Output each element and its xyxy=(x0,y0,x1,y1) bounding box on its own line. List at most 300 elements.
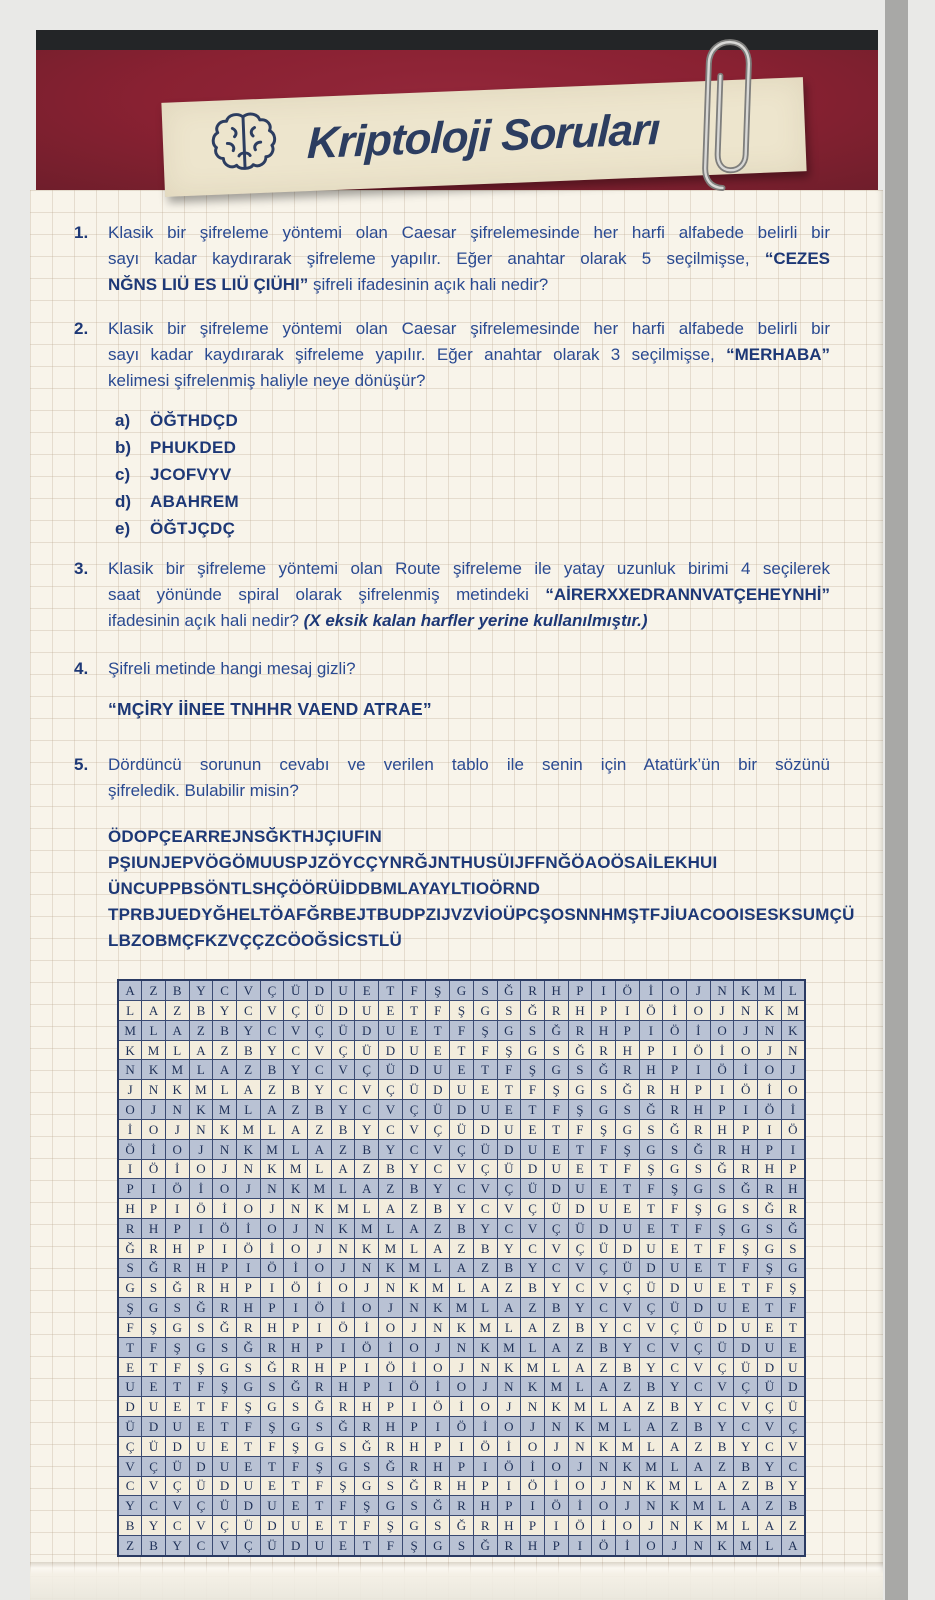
table-cell: L xyxy=(568,1377,592,1397)
table-cell: O xyxy=(544,1456,568,1476)
question-number: 1. xyxy=(74,223,89,242)
table-cell: A xyxy=(473,1278,497,1298)
table-cell: M xyxy=(213,1100,237,1120)
table-cell: K xyxy=(308,1199,332,1219)
table-cell: Ö xyxy=(758,1100,782,1120)
table-cell: J xyxy=(592,1476,616,1496)
brain-icon xyxy=(206,106,283,188)
table-cell: D xyxy=(142,1417,166,1437)
table-cell: S xyxy=(142,1278,166,1298)
table-cell: I xyxy=(213,1238,237,1258)
table-cell: S xyxy=(592,1080,616,1100)
question-line xyxy=(108,778,830,804)
table-cell: Ü xyxy=(687,1318,711,1338)
table-cell: N xyxy=(426,1318,450,1338)
table-cell: T xyxy=(544,1119,568,1139)
table-cell: Ü xyxy=(189,1476,213,1496)
table-cell: E xyxy=(165,1397,189,1417)
table-cell: O xyxy=(308,1258,332,1278)
table-cell: G xyxy=(592,1100,616,1120)
table-cell: B xyxy=(284,1080,308,1100)
table-cell: D xyxy=(450,1100,474,1120)
text-segment: sayı kadar kaydırarak şifreleme yapılır. Eğer anahtar olarak 5 seçilmişse, xyxy=(108,249,765,268)
table-cell: F xyxy=(118,1318,142,1338)
table-cell: R xyxy=(331,1397,355,1417)
table-row xyxy=(118,1535,805,1556)
table-cell: Ş xyxy=(781,1278,805,1298)
table-cell: T xyxy=(402,1001,426,1021)
table-cell: U xyxy=(260,1496,284,1516)
table-cell: Ş xyxy=(592,1119,616,1139)
table-cell: A xyxy=(308,1139,332,1159)
table-cell: Ö xyxy=(687,1040,711,1060)
table-cell: L xyxy=(497,1318,521,1338)
table-cell: N xyxy=(260,1179,284,1199)
table-cell: A xyxy=(189,1040,213,1060)
table-cell: A xyxy=(592,1377,616,1397)
table-cell: K xyxy=(758,1001,782,1021)
table-cell: T xyxy=(639,1199,663,1219)
table-cell: T xyxy=(615,1179,639,1199)
table-cell: I xyxy=(379,1377,403,1397)
table-cell: U xyxy=(758,1337,782,1357)
table-cell: T xyxy=(734,1278,758,1298)
table-row xyxy=(118,1119,805,1139)
table-cell: Ö xyxy=(473,1436,497,1456)
table-cell: B xyxy=(450,1218,474,1238)
table-cell: H xyxy=(236,1298,260,1318)
table-cell: Ç xyxy=(592,1258,616,1278)
table-cell: Ş xyxy=(331,1476,355,1496)
table-cell: E xyxy=(189,1417,213,1437)
table-cell: L xyxy=(118,1001,142,1021)
table-cell: Ş xyxy=(687,1199,711,1219)
table-cell: Z xyxy=(236,1060,260,1080)
table-cell: V xyxy=(473,1179,497,1199)
table-cell: H xyxy=(710,1119,734,1139)
table-cell: C xyxy=(118,1476,142,1496)
table-cell: E xyxy=(710,1278,734,1298)
table-cell: J xyxy=(355,1278,379,1298)
table-cell: B xyxy=(308,1100,332,1120)
table-cell: T xyxy=(568,1139,592,1159)
table-cell: Ş xyxy=(379,1516,403,1536)
table-cell: Ö xyxy=(260,1258,284,1278)
table-row xyxy=(118,1001,805,1021)
table-cell: Ğ xyxy=(165,1278,189,1298)
option-letter: e) xyxy=(115,519,131,538)
table-cell: A xyxy=(544,1337,568,1357)
table-cell: M xyxy=(687,1496,711,1516)
table-cell: Ü xyxy=(663,1298,687,1318)
table-cell: S xyxy=(615,1100,639,1120)
paperclip-icon xyxy=(692,35,758,197)
table-cell: U xyxy=(213,1456,237,1476)
table-cell: Ö xyxy=(189,1199,213,1219)
table-cell: J xyxy=(781,1060,805,1080)
table-cell: M xyxy=(426,1278,450,1298)
table-cell: M xyxy=(544,1377,568,1397)
table-cell: J xyxy=(402,1318,426,1338)
table-cell: G xyxy=(260,1397,284,1417)
cipher-table-body xyxy=(118,980,805,1556)
table-cell: B xyxy=(521,1278,545,1298)
table-cell: K xyxy=(189,1100,213,1120)
table-cell: R xyxy=(734,1159,758,1179)
table-cell: P xyxy=(473,1476,497,1496)
option-value: JCOFVYV xyxy=(150,465,232,484)
table-cell: D xyxy=(734,1337,758,1357)
table-cell: Z xyxy=(758,1496,782,1516)
table-cell: L xyxy=(308,1159,332,1179)
table-cell: G xyxy=(615,1119,639,1139)
table-cell: R xyxy=(639,1080,663,1100)
table-cell: H xyxy=(687,1100,711,1120)
table-cell: N xyxy=(497,1377,521,1397)
table-cell: L xyxy=(379,1218,403,1238)
table-cell: H xyxy=(142,1218,166,1238)
table-cell: A xyxy=(236,1080,260,1100)
table-cell: D xyxy=(497,1139,521,1159)
table-cell: Ş xyxy=(142,1318,166,1338)
table-cell: Y xyxy=(568,1298,592,1318)
table-cell: Ö xyxy=(544,1496,568,1516)
table-cell: C xyxy=(758,1436,782,1456)
question-line xyxy=(108,556,830,582)
option-letter: c) xyxy=(115,465,131,484)
table-cell: Z xyxy=(402,1199,426,1219)
text-segment: ifadesinin açık hali nedir? xyxy=(108,611,304,630)
table-cell: Z xyxy=(118,1535,142,1556)
table-cell: F xyxy=(379,1535,403,1556)
table-row xyxy=(118,1179,805,1199)
table-cell: U xyxy=(142,1397,166,1417)
table-cell: Ü xyxy=(118,1417,142,1437)
table-row xyxy=(118,980,805,1001)
table-row xyxy=(118,1159,805,1179)
table-cell: Ö xyxy=(568,1516,592,1536)
table-cell: F xyxy=(308,1476,332,1496)
table-cell: Ç xyxy=(521,1199,545,1219)
table-cell: M xyxy=(473,1318,497,1338)
table-row xyxy=(118,1238,805,1258)
table-cell: İ xyxy=(758,1080,782,1100)
table-cell: N xyxy=(236,1159,260,1179)
table-cell: R xyxy=(781,1199,805,1219)
table-cell: K xyxy=(426,1298,450,1318)
table-cell: E xyxy=(663,1238,687,1258)
option-value: ABAHREM xyxy=(150,492,239,511)
table-row xyxy=(118,1357,805,1377)
table-cell: A xyxy=(165,1020,189,1040)
table-cell: C xyxy=(379,1119,403,1139)
table-cell: F xyxy=(544,1100,568,1120)
table-cell: O xyxy=(189,1159,213,1179)
table-cell: U xyxy=(379,1020,403,1040)
table-cell: L xyxy=(189,1060,213,1080)
table-cell: B xyxy=(592,1337,616,1357)
table-cell: L xyxy=(142,1020,166,1040)
table-cell: Ü xyxy=(142,1436,166,1456)
table-cell: R xyxy=(521,980,545,1001)
table-cell: K xyxy=(592,1436,616,1456)
table-row xyxy=(118,1139,805,1159)
table-cell: Y xyxy=(450,1199,474,1219)
table-cell: Z xyxy=(568,1337,592,1357)
question-line xyxy=(108,316,830,342)
table-cell: Ğ xyxy=(284,1377,308,1397)
table-cell: G xyxy=(710,1199,734,1219)
table-cell: Y xyxy=(663,1377,687,1397)
text-segment: “CEZES xyxy=(764,249,830,268)
table-cell: Ö xyxy=(497,1456,521,1476)
table-cell: B xyxy=(213,1020,237,1040)
table-cell: Z xyxy=(497,1278,521,1298)
table-cell: H xyxy=(379,1417,403,1437)
table-cell: Ç xyxy=(189,1496,213,1516)
table-cell: A xyxy=(497,1298,521,1318)
option-row xyxy=(115,461,239,488)
table-cell: E xyxy=(355,980,379,1001)
table-cell: Y xyxy=(497,1238,521,1258)
table-cell: Z xyxy=(781,1516,805,1536)
table-cell: C xyxy=(497,1218,521,1238)
table-cell: U xyxy=(734,1318,758,1338)
table-cell: V xyxy=(663,1337,687,1357)
table-cell: V xyxy=(758,1417,782,1437)
table-cell: Ğ xyxy=(497,980,521,1001)
table-row xyxy=(118,1337,805,1357)
table-cell: E xyxy=(544,1139,568,1159)
table-cell: İ xyxy=(213,1199,237,1219)
table-cell: T xyxy=(165,1377,189,1397)
table-cell: A xyxy=(521,1318,545,1338)
table-cell: P xyxy=(402,1417,426,1437)
table-cell: P xyxy=(710,1100,734,1120)
table-cell: U xyxy=(331,980,355,1001)
table-cell: B xyxy=(118,1516,142,1536)
table-cell: Y xyxy=(426,1179,450,1199)
cipher-line: LBZOBMÇFKZVÇÇZCÖOĞSİCSTLÜ xyxy=(108,931,402,950)
question-line xyxy=(108,608,830,634)
table-cell: P xyxy=(781,1159,805,1179)
table-cell: D xyxy=(308,980,332,1001)
table-cell: V xyxy=(568,1258,592,1278)
table-cell: J xyxy=(189,1139,213,1159)
table-cell: İ xyxy=(142,1139,166,1159)
table-cell: O xyxy=(355,1298,379,1318)
table-cell: T xyxy=(284,1476,308,1496)
table-cell: H xyxy=(284,1337,308,1357)
table-cell: E xyxy=(592,1179,616,1199)
table-cell: O xyxy=(592,1496,616,1516)
table-cell: Ğ xyxy=(521,1001,545,1021)
table-cell: Z xyxy=(592,1357,616,1377)
table-row xyxy=(118,1080,805,1100)
table-cell: K xyxy=(639,1476,663,1496)
table-row xyxy=(118,1417,805,1437)
table-cell: N xyxy=(402,1298,426,1318)
table-cell: Ç xyxy=(379,1080,403,1100)
table-cell: G xyxy=(402,1516,426,1536)
question-line xyxy=(108,272,830,298)
table-cell: R xyxy=(426,1476,450,1496)
table-cell: G xyxy=(639,1139,663,1159)
table-cell: J xyxy=(308,1238,332,1258)
table-cell: L xyxy=(236,1100,260,1120)
question-number: 3. xyxy=(74,559,89,578)
table-cell: C xyxy=(213,980,237,1001)
table-cell: K xyxy=(568,1417,592,1437)
question-5 xyxy=(74,752,830,804)
table-cell: L xyxy=(213,1080,237,1100)
table-cell: O xyxy=(165,1139,189,1159)
scrollbar[interactable] xyxy=(885,0,908,1600)
table-cell: U xyxy=(497,1119,521,1139)
table-cell: K xyxy=(450,1318,474,1338)
table-cell: H xyxy=(355,1397,379,1417)
table-cell: D xyxy=(544,1179,568,1199)
table-cell: F xyxy=(663,1199,687,1219)
table-cell: R xyxy=(615,1060,639,1080)
text-segment: Klasik bir şifreleme yöntemi olan Caesar şifrelemesinde her harfi alfabede belirli bir xyxy=(108,319,830,338)
table-cell: Ç xyxy=(426,1119,450,1139)
table-cell: L xyxy=(615,1417,639,1437)
table-cell: R xyxy=(497,1535,521,1556)
table-cell: H xyxy=(450,1476,474,1496)
table-cell: S xyxy=(260,1377,284,1397)
table-cell: F xyxy=(236,1417,260,1437)
table-cell: R xyxy=(473,1516,497,1536)
table-cell: O xyxy=(734,1040,758,1060)
table-cell: O xyxy=(331,1278,355,1298)
table-cell: Ğ xyxy=(639,1100,663,1120)
table-cell: F xyxy=(331,1496,355,1516)
table-cell: P xyxy=(118,1179,142,1199)
table-cell: S xyxy=(284,1397,308,1417)
table-cell: U xyxy=(165,1417,189,1437)
table-cell: Ç xyxy=(710,1357,734,1377)
table-cell: G xyxy=(781,1258,805,1278)
table-cell: Ü xyxy=(355,1040,379,1060)
table-cell: I xyxy=(615,1001,639,1021)
table-cell: Z xyxy=(663,1417,687,1437)
table-cell: P xyxy=(379,1397,403,1417)
table-cell: E xyxy=(260,1476,284,1496)
question-line xyxy=(108,246,830,272)
table-cell: J xyxy=(497,1397,521,1417)
table-cell: R xyxy=(758,1179,782,1199)
table-cell: Ğ xyxy=(142,1258,166,1278)
table-cell: L xyxy=(781,980,805,1001)
table-cell: A xyxy=(568,1357,592,1377)
table-cell: Ğ xyxy=(544,1020,568,1040)
table-cell: Y xyxy=(165,1535,189,1556)
table-cell: M xyxy=(663,1476,687,1496)
table-cell: J xyxy=(213,1159,237,1179)
table-cell: K xyxy=(687,1516,711,1536)
table-cell: J xyxy=(450,1357,474,1377)
table-cell: K xyxy=(213,1119,237,1139)
table-cell: Y xyxy=(758,1456,782,1476)
table-cell: Ö xyxy=(663,1020,687,1040)
table-cell: C xyxy=(568,1278,592,1298)
table-cell: T xyxy=(710,1258,734,1278)
table-cell: P xyxy=(189,1238,213,1258)
table-cell: O xyxy=(284,1238,308,1258)
table-cell: M xyxy=(450,1298,474,1318)
table-cell: B xyxy=(426,1199,450,1219)
table-cell: J xyxy=(710,1001,734,1021)
table-cell: C xyxy=(402,1139,426,1159)
table-cell: Ö xyxy=(402,1377,426,1397)
table-cell: V xyxy=(260,1001,284,1021)
table-cell: Y xyxy=(592,1318,616,1338)
table-row xyxy=(118,1318,805,1338)
table-cell: Ü xyxy=(473,1139,497,1159)
table-cell: Ü xyxy=(331,1020,355,1040)
text-segment: “MERHABA” xyxy=(726,345,830,364)
table-cell: A xyxy=(781,1535,805,1556)
table-cell: G xyxy=(687,1179,711,1199)
table-cell: F xyxy=(687,1218,711,1238)
table-cell: Ğ xyxy=(781,1218,805,1238)
table-cell: D xyxy=(568,1199,592,1219)
question-line xyxy=(108,656,830,682)
table-cell: F xyxy=(402,980,426,1001)
table-cell: R xyxy=(260,1337,284,1357)
table-cell: E xyxy=(734,1298,758,1318)
table-cell: D xyxy=(165,1436,189,1456)
table-cell: I xyxy=(450,1436,474,1456)
table-cell: Z xyxy=(639,1397,663,1417)
table-cell: L xyxy=(165,1040,189,1060)
table-cell: İ xyxy=(331,1298,355,1318)
table-row xyxy=(118,1100,805,1120)
table-cell: L xyxy=(355,1199,379,1219)
table-cell: Ş xyxy=(639,1159,663,1179)
table-cell: A xyxy=(450,1258,474,1278)
table-cell: V xyxy=(331,1060,355,1080)
table-cell: Ç xyxy=(355,1060,379,1080)
table-cell: J xyxy=(687,980,711,1001)
table-cell: Ö xyxy=(734,1080,758,1100)
table-cell: K xyxy=(734,980,758,1001)
table-cell: M xyxy=(284,1159,308,1179)
table-cell: K xyxy=(355,1238,379,1258)
table-cell: G xyxy=(284,1417,308,1437)
table-cell: Ğ xyxy=(189,1298,213,1318)
table-cell: I xyxy=(734,1100,758,1120)
table-cell: H xyxy=(592,1020,616,1040)
table-cell: T xyxy=(260,1456,284,1476)
table-cell: B xyxy=(355,1139,379,1159)
table-cell: I xyxy=(568,1535,592,1556)
table-cell: T xyxy=(118,1337,142,1357)
table-cell: R xyxy=(142,1238,166,1258)
table-cell: E xyxy=(568,1159,592,1179)
table-cell: M xyxy=(497,1337,521,1357)
table-cell: J xyxy=(142,1100,166,1120)
table-cell: U xyxy=(687,1278,711,1298)
table-cell: H xyxy=(544,980,568,1001)
table-cell: Y xyxy=(236,1020,260,1040)
table-cell: V xyxy=(118,1456,142,1476)
table-cell: K xyxy=(402,1278,426,1298)
table-cell: Ç xyxy=(687,1337,711,1357)
table-cell: M xyxy=(568,1397,592,1417)
table-cell: G xyxy=(758,1238,782,1258)
